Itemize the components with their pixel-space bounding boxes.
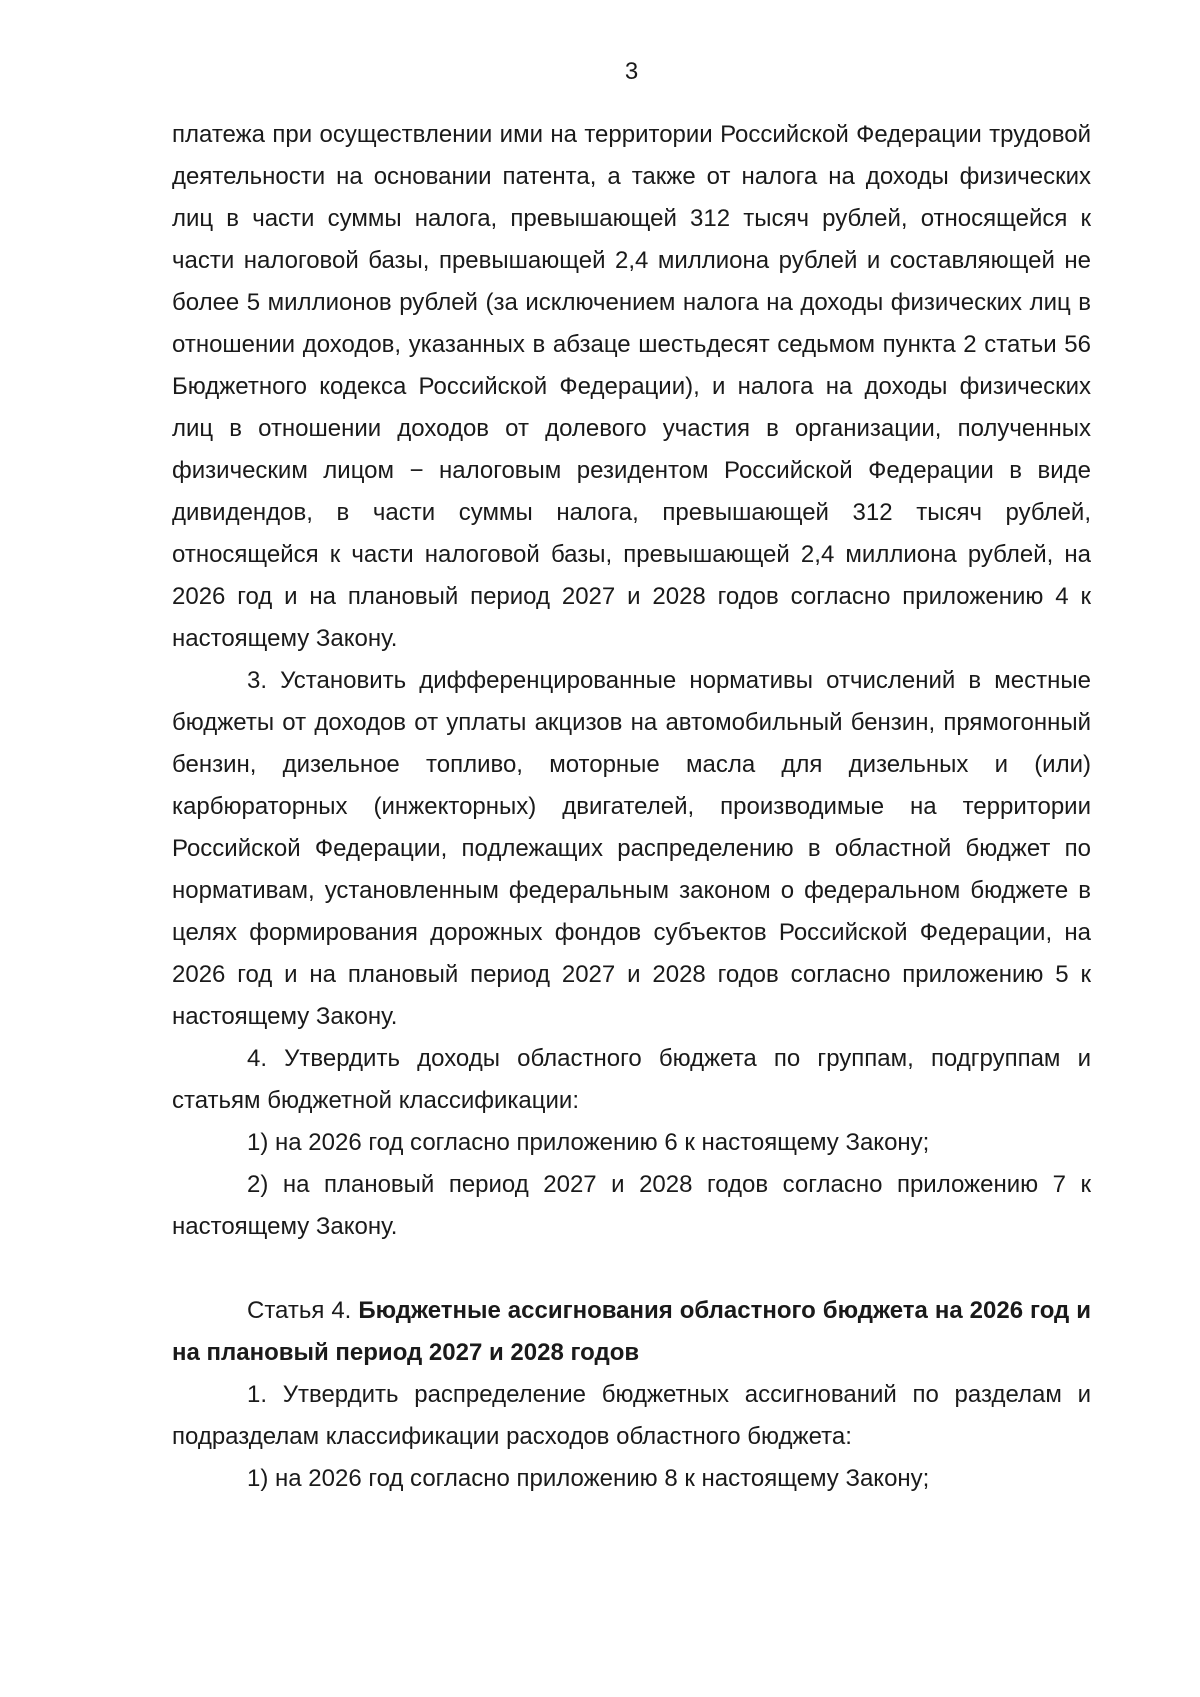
article-title: Бюджетные ассигнования областного бюджета на 2026 год и на плановый период 2027 и 2028 годов [172, 1297, 1092, 1366]
article-number: Статья 4. [247, 1297, 359, 1324]
subitem-4-1: 1) на 2026 год согласно приложению 6 к настоящему Закону; [247, 1129, 930, 1156]
paragraph-item-4: 4. Утвердить доходы областного бюджета по группам, подгруппам и статьям бюджетной классификации: [172, 1045, 1091, 1114]
article-4-item-1: 1. Утвердить распределение бюджетных ассигнований по разделам и подразделам классификации расходов областного бюджета: [172, 1381, 1091, 1450]
article-heading [172, 1290, 1091, 1374]
page-number: 3 [624, 58, 639, 85]
section-spacer [172, 1248, 1091, 1290]
document-body [172, 114, 1091, 1500]
subitem-4-2: 2) на плановый период 2027 и 2028 годов согласно приложению 7 к настоящему Закону. [172, 1171, 1091, 1240]
paragraph-continuation: платежа при осуществлении ими на территории Российской Федерации трудовой деятельности на основании патента, а также от налога на доходы физических лиц в части суммы налога, превышающей 312 тысяч рублей, относящейся к части налоговой базы, превышающей 2,4 миллиона рублей и составляющей не более 5 миллионов рублей (за исключением налога на доходы физических лиц в отношении доходов, указанных в абзаце шестьдесят седьмом пункта 2 статьи 56 Бюджетного кодекса Российской Федерации), и налога на доходы физических лиц в отношении доходов от долевого участия в организации, полученных физическим лицом − налоговым резидентом Российской Федерации в виде дивидендов, в части суммы налога, превышающей 312 тысяч рублей, относящейся к части налоговой базы, превышающей 2,4 миллиона рублей, на 2026 год и на плановый период 2027 и 2028 годов согласно приложению 4 к настоящему Закону. [172, 121, 1091, 652]
paragraph-item-3: 3. Установить дифференцированные нормативы отчислений в местные бюджеты от доходов от уплаты акцизов на автомобильный бензин, прямогонный бензин, дизельное топливо, моторные масла для дизельных и (или) карбюраторных (инжекторных) двигателей, производимые на территории Российской Федерации, подлежащих распределению в областной бюджет по нормативам, установленным федеральным законом о федеральном бюджете в целях формирования дорожных фондов субъектов Российской Федерации, на 2026 год и на плановый период 2027 и 2028 годов согласно приложению 5 к настоящему Закону. [172, 667, 1091, 1030]
article-4-subitem-1: 1) на 2026 год согласно приложению 8 к настоящему Закону; [247, 1465, 930, 1492]
